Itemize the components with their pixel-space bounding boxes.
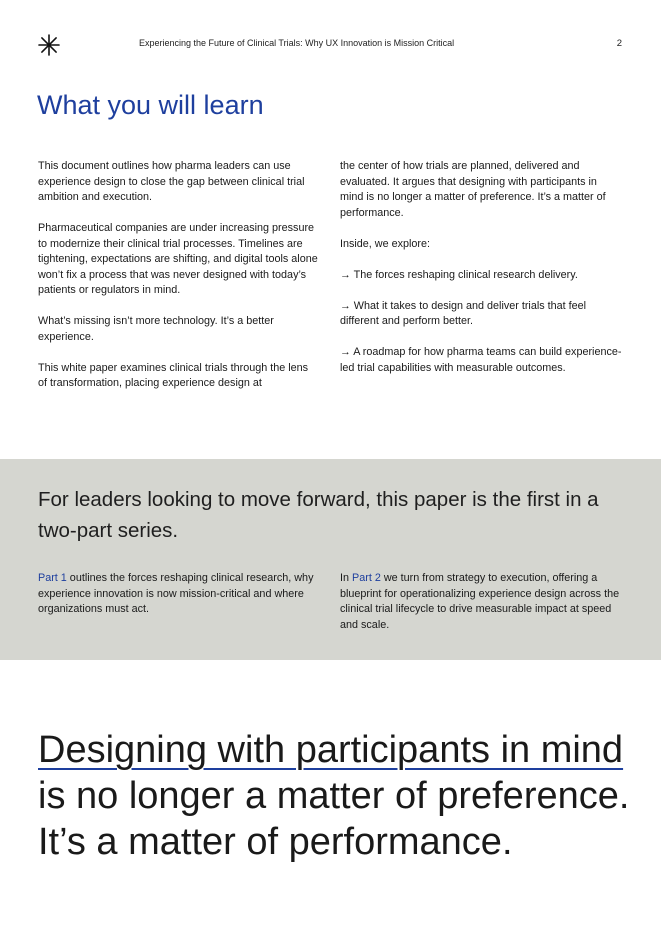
- paragraph: the center of how trials are planned, delivered and evaluated. It argues that designing with participants in mind is no longer a matter of preference. It’s a matter of performance.: [340, 160, 606, 219]
- part2-text: we turn from strategy to execution, offering a blueprint for operationalizing experience design across the clinical trial lifecycle to drive measurable impact at speed and scale.: [340, 572, 620, 631]
- page-number: 2: [616, 38, 622, 49]
- bullet-item: → The forces reshaping clinical research delivery.: [340, 268, 578, 281]
- part1-text: outlines the forces reshaping clinical research, why experience innovation is now mission-critical and where organizations must act.: [38, 572, 314, 615]
- paragraph: This white paper examines clinical trials through the lens of transformation, placing experience design at: [38, 361, 309, 389]
- right-column: [340, 159, 622, 392]
- paragraph: Inside, we explore:: [340, 237, 431, 250]
- quote-line-2: is no longer a matter of preference.: [38, 775, 630, 817]
- part2-link[interactable]: Part 2: [352, 572, 381, 584]
- part2-prefix: In: [340, 572, 353, 584]
- pull-quote: [38, 727, 638, 865]
- document-title: Experiencing the Future of Clinical Trials: Why UX Innovation is Mission Critical: [139, 38, 455, 48]
- quote-line-1: [38, 727, 638, 773]
- series-heading: For leaders looking to move forward, this paper is the first in a two-part series.: [38, 488, 599, 542]
- section-heading: What you will learn: [37, 90, 264, 120]
- quote-highlight: Designing with participants in mind: [38, 729, 624, 771]
- paragraph: This document outlines how pharma leaders can use experience design to close the gap between clinical trial ambition and execution.: [38, 160, 305, 203]
- paragraph: Pharmaceutical companies are under increasing pressure to modernize their clinical trial processes. Timelines are tightening, expectations are shifting, and digital tools alone won’t fix a process that was never designed with today’s patients or regulators in mind.: [38, 222, 318, 296]
- bullet-item: → What it takes to design and deliver trials that feel different and perform better.: [340, 299, 587, 327]
- part1-description: [38, 571, 320, 618]
- part2-description: [340, 571, 622, 633]
- bullet-item: → A roadmap for how pharma teams can build experience-led trial capabilities with measurable outcomes.: [340, 346, 622, 374]
- left-column: [38, 159, 320, 407]
- asterisk-icon: [38, 34, 60, 56]
- quote-line-3: It’s a matter of performance.: [38, 821, 513, 863]
- part1-link[interactable]: Part 1: [38, 572, 67, 584]
- paragraph: What’s missing isn’t more technology. It’s a better experience.: [38, 315, 274, 343]
